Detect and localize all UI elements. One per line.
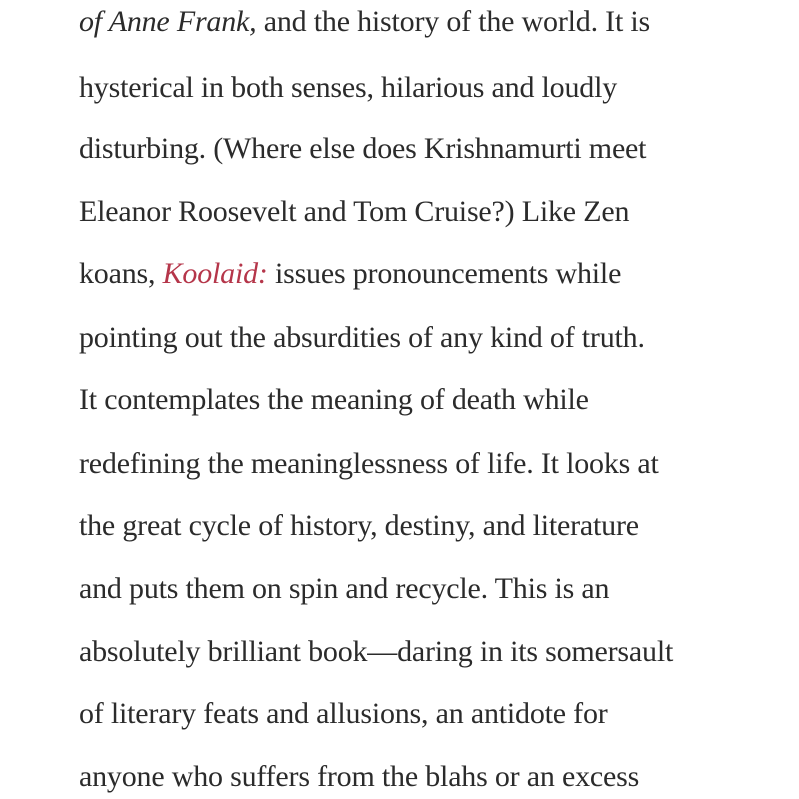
text-line-12: of literary feats and allusions, an antidote for xyxy=(79,697,608,730)
text-line-5 xyxy=(79,254,621,294)
text-line-1-rest: and the history of the world. It is xyxy=(256,5,651,38)
text-line-2: hysterical in both senses, hilarious and loudly xyxy=(79,71,618,104)
text-line-4: Eleanor Roosevelt and Tom Cruise?) Like Zen xyxy=(79,195,630,228)
text-line-6: pointing out the absurdities of any kind of truth. xyxy=(79,321,645,354)
text-line-3: disturbing. (Where else does Krishnamurti meet xyxy=(79,132,647,165)
text-line-13: anyone who suffers from the blahs or an excess xyxy=(79,760,640,793)
text-line-7: It contemplates the meaning of death while xyxy=(79,383,589,416)
text-line-9: the great cycle of history, destiny, and literature xyxy=(79,509,639,542)
text-line-11: absolutely brilliant book—daring in its somersault xyxy=(79,635,674,668)
text-line-5-rest: issues pronouncements while xyxy=(267,257,622,290)
text-line-8: redefining the meaninglessness of life. It looks at xyxy=(79,447,659,480)
text-line-1 xyxy=(79,2,650,42)
book-title-anne-frank: of Anne Frank, xyxy=(79,5,257,38)
text-line-10: and puts them on spin and recycle. This is an xyxy=(79,572,610,605)
text-line-5-start: koans, xyxy=(79,257,163,290)
book-title-koolaid: Koolaid: xyxy=(162,257,268,290)
